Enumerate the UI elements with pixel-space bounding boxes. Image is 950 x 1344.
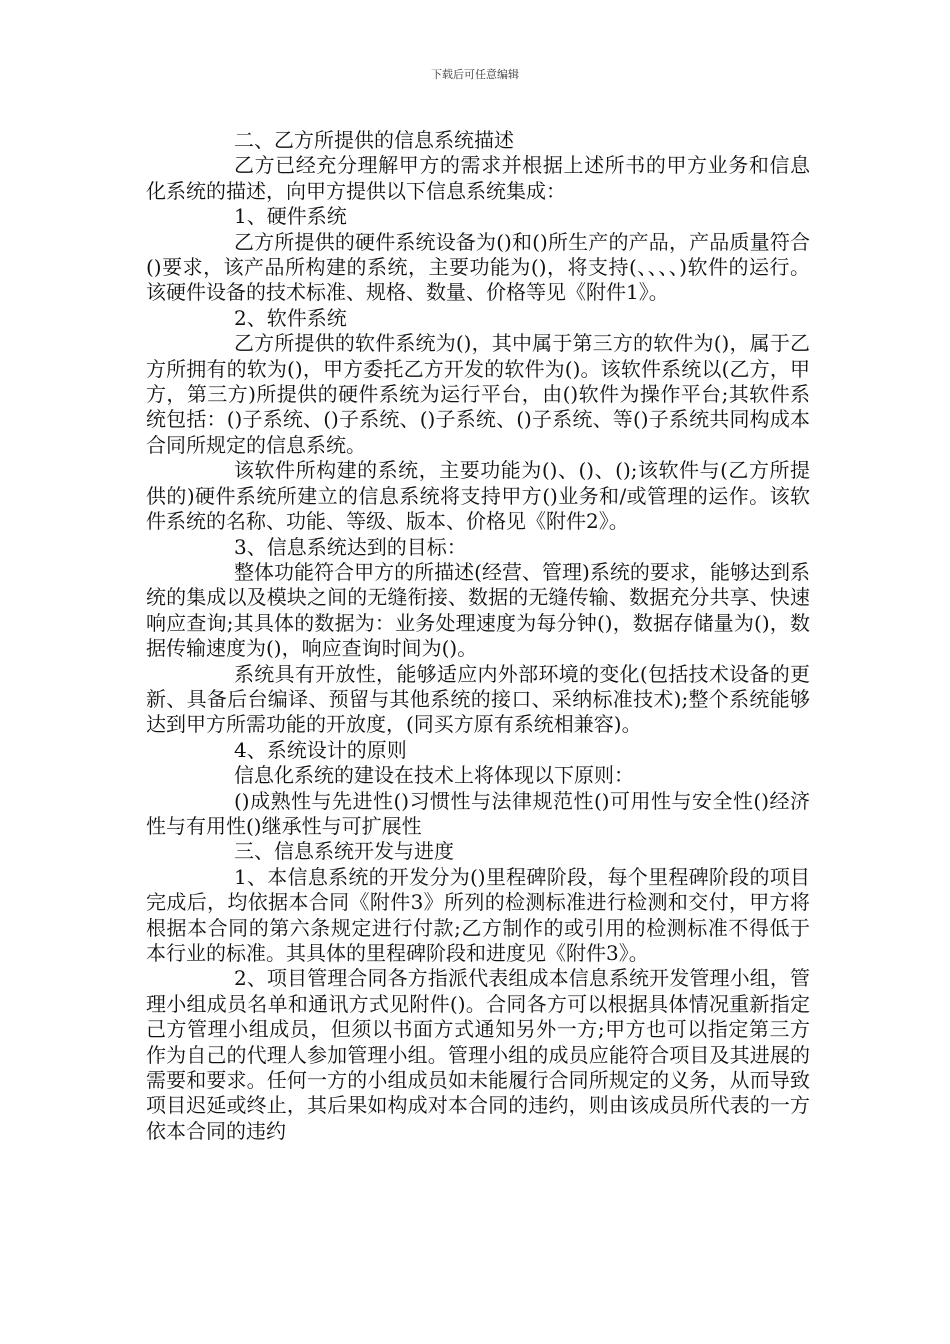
paragraph: 乙方已经充分理解甲方的需求并根据上述所书的甲方业务和信息化系统的描述，向甲方提供以下信息系统集成：	[146, 153, 810, 203]
subsection-heading: 3、信息系统达到的目标：	[234, 534, 467, 559]
paragraph: 1、本信息系统的开发分为()里程碑阶段，每个里程碑阶段的项目完成后，均依据本合同《附件3》所列的检测标准进行检测和交付，甲方将根据本合同的第六条规定进行付款;乙方制作的或引用的检测标准不得低于本行业的标准。其具体的里程碑阶段和进度见《附件3》。	[146, 864, 810, 965]
page-header: 下载后可任意编辑	[431, 68, 519, 81]
paragraph: 整体功能符合甲方的所描述(经营、管理)系统的要求，能够达到系统的集成以及模块之间的无缝衔接、数据的无缝传输、数据充分共享、快速响应查询;其具体的数据为：业务处理速度为每分钟()，数据存储量为()，数据传输速度为()，响应查询时间为()。	[146, 559, 810, 661]
subsection-heading: 2、软件系统	[234, 305, 347, 330]
paragraph: 乙方所提供的软件系统为()，其中属于第三方的软件为()，属于乙方所拥有的软为()，甲方委托乙方开发的软件为()。该软件系统以(乙方，甲方，第三方)所提供的硬件系统为运行平台，由()软件为操作平台;其软件系统包括：()子系统、()子系统、()子系统、()子系统、等()子系统共同构成本合同所规定的信息系统。	[146, 331, 810, 457]
paragraph: 该软件所构建的系统，主要功能为()、()、();该软件与(乙方所提供的)硬件系统所建立的信息系统将支持甲方()业务和/或管理的运作。该软件系统的名称、功能、等级、版本、价格见《附件2》。	[146, 458, 810, 534]
paragraph: 乙方所提供的硬件系统设备为()和()所生产的产品，产品质量符合()要求，该产品所构建的系统，主要功能为()，将支持(、、、、)软件的运行。该硬件设备的技术标准、规格、数量、价格等见《附件1》。	[146, 229, 810, 305]
paragraph: 2、项目管理合同各方指派代表组成本信息系统开发管理小组，管理小组成员名单和通讯方式见附件()。合同各方可以根据具体情况重新指定己方管理小组成员，但须以书面方式通知另外一方;甲方也可以指定第三方作为自己的代理人参加管理小组。管理小组的成员应能符合项目及其进展的需要和要求。任何一方的小组成员如未能履行合同所规定的义务，从而导致项目迟延或终止，其后果如构成对本合同的违约，则由该成员所代表的一方依本合同的违约	[146, 966, 810, 1143]
subsection-heading: 1、硬件系统	[234, 204, 347, 229]
paragraph: ()成熟性与先进性()习惯性与法律规范性()可用性与安全性()经济性与有用性()继承性与可扩展性	[146, 788, 810, 838]
document-body	[146, 128, 810, 1144]
paragraph: 系统具有开放性，能够适应内外部环境的变化(包括技术设备的更新、具备后台编译、预留与其他系统的接口、采纳标准技术);整个系统能够达到甲方所需功能的开放度，(同买方原有系统相兼容)。	[146, 661, 810, 737]
section-heading-3: 三、信息系统开发与进度	[234, 839, 454, 864]
subsection-heading: 4、系统设计的原则	[234, 737, 407, 762]
paragraph: 信息化系统的建设在技术上将体现以下原则：	[234, 763, 634, 788]
section-heading-2: 二、乙方所提供的信息系统描述	[234, 128, 514, 152]
